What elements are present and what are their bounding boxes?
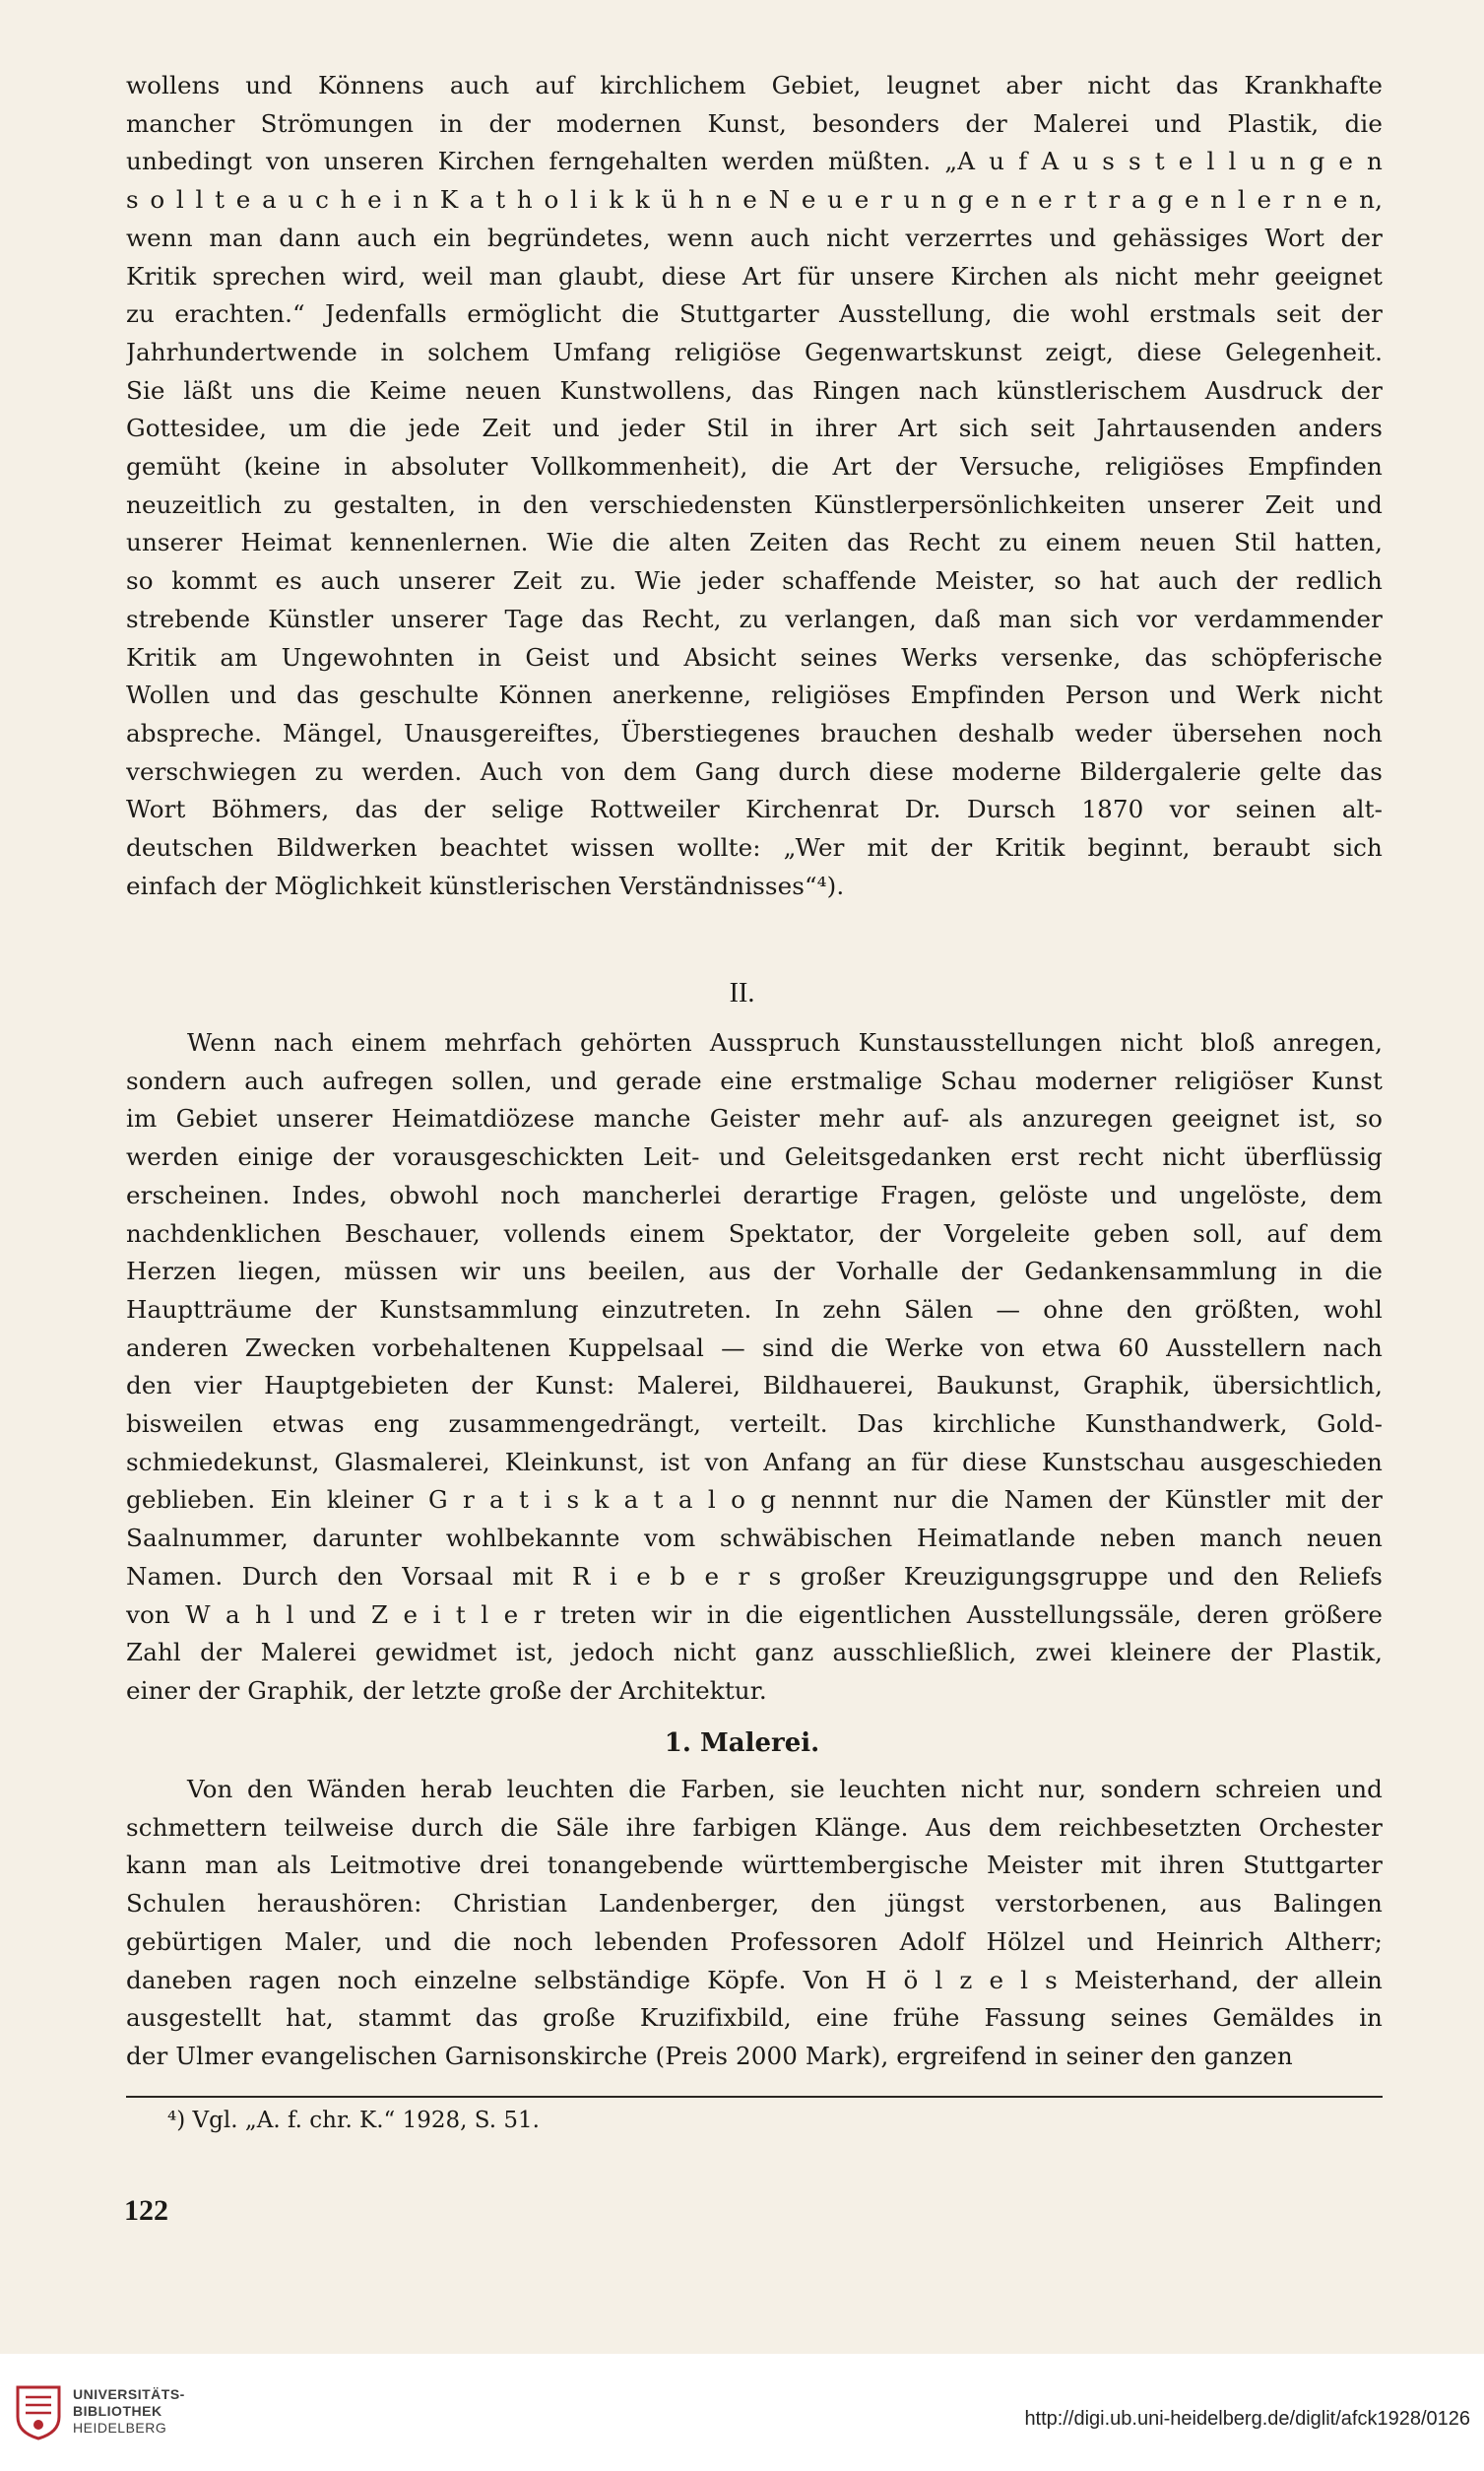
- university-seal-icon: [12, 2383, 65, 2440]
- text-line: unbedingt von unseren Kirchen ferngehalten werden müßten. „A u f A u s s t e l l u n g e n: [126, 147, 1383, 176]
- text-line: Namen. Durch den Vorsaal mit R i e b e r s großer Kreuzigungsgruppe und den Reliefs: [126, 1561, 1383, 1591]
- text-line: deutschen Bildwerken beachtet wissen wollte: „Wer mit der Kritik beginnt, beraubt sich: [126, 833, 1383, 863]
- library-name-line-3: HEIDELBERG: [73, 2420, 167, 2436]
- page-number: 122: [124, 2194, 168, 2227]
- paragraph-3: [126, 1771, 1383, 2076]
- text-line: bisweilen etwas eng zusammengedrängt, verteilt. Das kirchliche Kunsthandwerk, Gold-: [126, 1409, 1383, 1439]
- text-line: Kritik am Ungewohnten in Geist und Absicht seines Werks versenke, das schöpferische: [126, 642, 1383, 672]
- text-line: ausgestellt hat, stammt das große Kruzifixbild, eine frühe Fassung seines Gemäldes in: [126, 2003, 1383, 2033]
- text-line: geblieben. Ein kleiner G r a t i s k a t a l o g nennnt nur die Namen der Künstler mit der: [126, 1485, 1383, 1515]
- text-line: Wenn nach einem mehrfach gehörten Ausspruch Kunstausstellungen nicht bloß anregen,: [187, 1028, 1383, 1057]
- text-line: schmettern teilweise durch die Säle ihre farbigen Klänge. Aus dem reichbesetzten Orchester: [126, 1812, 1383, 1842]
- text-line: gebürtigen Maler, und die noch lebenden Professoren Adolf Hölzel und Heinrich Altherr;: [126, 1926, 1383, 1956]
- text-line: gemüht (keine in absoluter Vollkommenheit), die Art der Versuche, religiöses Empfinden: [126, 452, 1383, 482]
- library-name-line-2: BIBLIOTHEK: [73, 2403, 162, 2419]
- text-line: unserer Heimat kennenlernen. Wie die alten Zeiten das Recht zu einem neuen Stil hatten,: [126, 528, 1383, 557]
- text-line: Kritik sprechen wird, weil man glaubt, diese Art für unsere Kirchen als nicht mehr geeignet: [126, 261, 1383, 291]
- text-line: zu erachten.“ Jedenfalls ermöglicht die Stuttgarter Ausstellung, die wohl erstmals seit der: [126, 299, 1383, 329]
- library-name: [73, 2386, 185, 2437]
- text-line: im Gebiet unserer Heimatdiözese manche Geister mehr auf- als anzuregen geeignet ist, so: [126, 1104, 1383, 1134]
- text-line: Saalnummer, darunter wohlbekannte vom schwäbischen Heimatlande neben manch neuen: [126, 1524, 1383, 1553]
- paragraph-2: [126, 1024, 1383, 1711]
- footnote: ⁴) Vgl. „A. f. chr. K.“ 1928, S. 51.: [167, 2108, 540, 2133]
- text-line: den vier Hauptgebieten der Kunst: Malerei, Bildhauerei, Baukunst, Graphik, übersichtlich,: [126, 1371, 1383, 1400]
- text-line: verschwiegen zu werden. Auch von dem Gang durch diese moderne Bildergalerie gelte das: [126, 756, 1383, 786]
- footnote-divider: [126, 2096, 1383, 2098]
- text-line: kann man als Leitmotive drei tonangebende württembergische Meister mit ihren Stuttgarter: [126, 1851, 1383, 1880]
- text-line: so kommt es auch unserer Zeit zu. Wie jeder schaffende Meister, so hat auch der redlich: [126, 566, 1383, 596]
- text-line: Hauptträume der Kunstsammlung einzutreten. In zehn Sälen — ohne den größten, wohl: [126, 1294, 1383, 1324]
- text-line: abspreche. Mängel, Unausgereiftes, Überstiegenes brauchen deshalb weder übersehen noch: [126, 718, 1383, 748]
- text-line: Zahl der Malerei gewidmet ist, jedoch nicht ganz ausschließlich, zwei kleinere der Plastik,: [126, 1638, 1383, 1667]
- section-heading: 1. Malerei.: [664, 1728, 820, 1758]
- text-line: Jahrhundertwende in solchem Umfang religiöse Gegenwartskunst zeigt, diese Gelegenheit.: [126, 337, 1383, 366]
- text-line: strebende Künstler unserer Tage das Recht, zu verlangen, daß man sich vor verdammender: [126, 604, 1383, 633]
- library-name-line-1: UNIVERSITÄTS-: [73, 2386, 185, 2402]
- paragraph-1: [126, 67, 1383, 905]
- text-line: nachdenklichen Beschauer, vollends einem Spektator, der Vorgeleite geben soll, auf dem: [126, 1218, 1383, 1248]
- text-line: Wort Böhmers, das der selige Rottweiler Kirchenrat Dr. Dursch 1870 vor seinen alt-: [126, 795, 1383, 824]
- text-line: einer der Graphik, der letzte große der Architektur.: [126, 1675, 767, 1705]
- text-line: s o l l t e a u c h e i n K a t h o l i k k ü h n e N e u e r u n g e n e r t r a g e n l e r n e n,: [126, 185, 1383, 215]
- text-line: neuzeitlich zu gestalten, in den verschiedensten Künstlerpersönlichkeiten unserer Zeit und: [126, 489, 1383, 519]
- text-line: mancher Strömungen in der modernen Kunst, besonders der Malerei und Plastik, die: [126, 108, 1383, 138]
- text-line: sondern auch aufregen sollen, und gerade eine erstmalige Schau moderner religiöser Kunst: [126, 1066, 1383, 1095]
- text-line: wenn man dann auch ein begründetes, wenn auch nicht verzerrtes und gehässiges Wort der: [126, 223, 1383, 252]
- text-line: erscheinen. Indes, obwohl noch mancherlei derartige Fragen, gelöste und ungelöste, dem: [126, 1180, 1383, 1209]
- text-line: schmiedekunst, Glasmalerei, Kleinkunst, ist von Anfang an für diese Kunstschau ausgeschieden: [126, 1447, 1383, 1476]
- text-line: anderen Zwecken vorbehaltenen Kuppelsaal — sind die Werke von etwa 60 Ausstellern nach: [126, 1333, 1383, 1362]
- text-line: einfach der Möglichkeit künstlerischen Verständnisses“⁴).: [126, 871, 845, 900]
- text-line: von W a h l und Z e i t l e r treten wir in die eigentlichen Ausstellungssäle, deren größere: [126, 1599, 1383, 1629]
- text-line: Sie läßt uns die Keime neuen Kunstwollens, das Ringen nach künstlerischem Ausdruck der: [126, 375, 1383, 405]
- source-url-link[interactable]: http://digi.ub.uni-heidelberg.de/diglit/afck1928/0126: [1024, 2408, 1470, 2430]
- text-line: Wollen und das geschulte Können anerkenne, religiöses Empfinden Person und Werk nicht: [126, 681, 1383, 710]
- text-line: Herzen liegen, müssen wir uns beeilen, aus der Vorhalle der Gedankensammlung in die: [126, 1257, 1383, 1286]
- section-roman-numeral: II.: [729, 978, 755, 1008]
- text-line: Schulen heraushören: Christian Landenberger, den jüngst verstorbenen, aus Balingen: [126, 1889, 1383, 1918]
- text-line: Von den Wänden herab leuchten die Farben, sie leuchten nicht nur, sondern schreien und: [187, 1775, 1383, 1803]
- text-line: der Ulmer evangelischen Garnisonskirche (Preis 2000 Mark), ergreifend in seiner den ganzen: [126, 2041, 1293, 2070]
- text-line: werden einige der vorausgeschickten Leit- und Geleitsgedanken erst recht nicht überflüssig: [126, 1142, 1383, 1172]
- text-line: wollens und Könnens auch auf kirchlichem Gebiet, leugnet aber nicht das Krankhafte: [126, 71, 1383, 99]
- text-line: daneben ragen noch einzelne selbständige Köpfe. Von H ö l z e l s Meisterhand, der allein: [126, 1965, 1383, 1994]
- text-line: Gottesidee, um die jede Zeit und jeder Stil in ihrer Art sich seit Jahrtausenden anders: [126, 414, 1383, 443]
